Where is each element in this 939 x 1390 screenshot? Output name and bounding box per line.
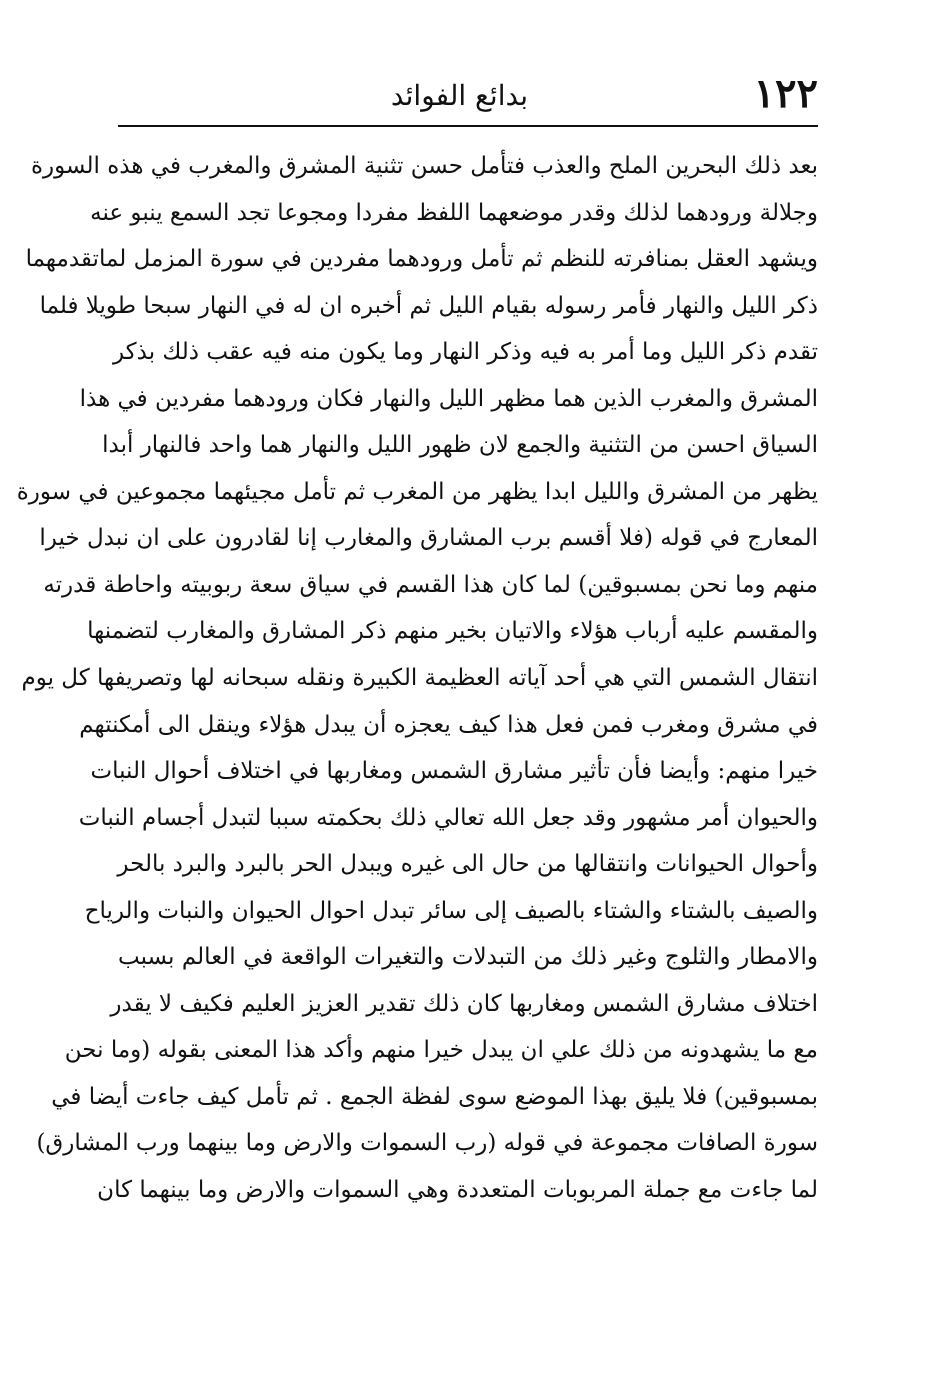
- text-line: والحيوان أمر مشهور وقد جعل الله تعالي ذلك بحكمته سببا لتبدل أجسام النبات: [78, 804, 818, 831]
- text-line: انتقال الشمس التي هي أحد آياته العظيمة الكبيرة ونقله سبحانه لها وتصريفها كل يوم: [21, 665, 818, 692]
- text-line: بعد ذلك البحرين الملح والعذب فتأمل حسن تثنية المشرق والمغرب في هذه السورة: [30, 153, 818, 179]
- text-line: خيرا منهم: وأيضا فأن تأثير مشارق الشمس ومغاربها في اختلاف أحوال النبات: [90, 758, 818, 785]
- page-number: ١٢٢: [753, 70, 818, 117]
- text-line: تقدم ذكر الليل وما أمر به فيه وذكر النهار وما يكون منه فيه عقب ذلك بذكر: [112, 339, 818, 366]
- text-line: يظهر من المشرق والليل ابدا يظهر من المغرب ثم تأمل مجيئهما مجموعين في سورة: [16, 478, 818, 505]
- header-divider: [118, 125, 818, 127]
- text-line: لما جاءت مع جملة المربوبات المتعددة وهي السموات والارض وما بينهما كان: [97, 1177, 818, 1204]
- text-line: اختلاف مشارق الشمس ومغاربها كان ذلك تقدير العزيز العليم فكيف لا يقدر: [110, 990, 818, 1017]
- text-line: مع ما يشهدونه من ذلك علي ان يبدل خيرا منهم وأكد هذا المعنى بقوله (وما نحن: [64, 1037, 818, 1064]
- text-line: وأحوال الحيوانات وانتقالها من حال الى غيره ويبدل الحر بالبرد والبرد بالحر: [117, 851, 818, 878]
- text-line: ذكر الليل والنهار فأمر رسوله بقيام الليل ثم أخبره ان له في النهار سبحا طويلا فلما: [39, 292, 818, 319]
- text-line: السياق احسن من التثنية والجمع لان ظهور الليل والنهار هما واحد فالنهار أبدا: [102, 432, 818, 459]
- text-line: المشرق والمغرب الذين هما مظهر الليل والنهار فكان ورودهما مفردين في هذا: [79, 385, 818, 412]
- text-line: في مشرق ومغرب فمن فعل هذا كيف يعجزه أن يبدل هؤلاء وينقل الى أمكنتهم: [79, 711, 818, 738]
- text-line: المعارج في قوله (فلا أقسم برب المشارق والمغارب إنا لقادرون على ان نبدل خيرا: [39, 525, 818, 552]
- text-line: وجلالة ورودهما لذلك وقدر موضعهما اللفظ مفردا ومجوعا تجد السمع ينبو عنه: [90, 199, 818, 226]
- text-line: سورة الصافات مجموعة في قوله (رب السموات والارض وما بينهما ورب المشارق): [36, 1130, 818, 1157]
- running-title: بدائع الفوائد: [390, 79, 528, 112]
- text-line: بمسبوقين) فلا يليق بهذا الموضع سوى لفظة الجمع . ثم تأمل كيف جاءت أيضا في: [51, 1083, 818, 1110]
- text-line: والمقسم عليه أرباب هؤلاء والاتيان بخير منهم ذكر المشارق والمغارب لتضمنها: [87, 618, 818, 645]
- text-line: والامطار والثلوج وغير ذلك من التبدلات والتغيرات الواقعة في العالم بسبب: [118, 944, 818, 971]
- text-line: والصيف بالشتاء والشتاء بالصيف إلى سائر تبدل احوال الحيوان والنبات والرياح: [84, 897, 818, 924]
- page-header: [118, 68, 818, 126]
- text-line: منهم وما نحن بمسبوقين) لما كان هذا القسم في سياق سعة ربوبيته واحاطة قدرته: [43, 571, 818, 598]
- body-text: [16, 143, 818, 1214]
- text-line: ويشهد العقل بمنافرته للنظم ثم تأمل ورودهما مفردين في سورة المزمل لماتقدمهما: [25, 246, 818, 273]
